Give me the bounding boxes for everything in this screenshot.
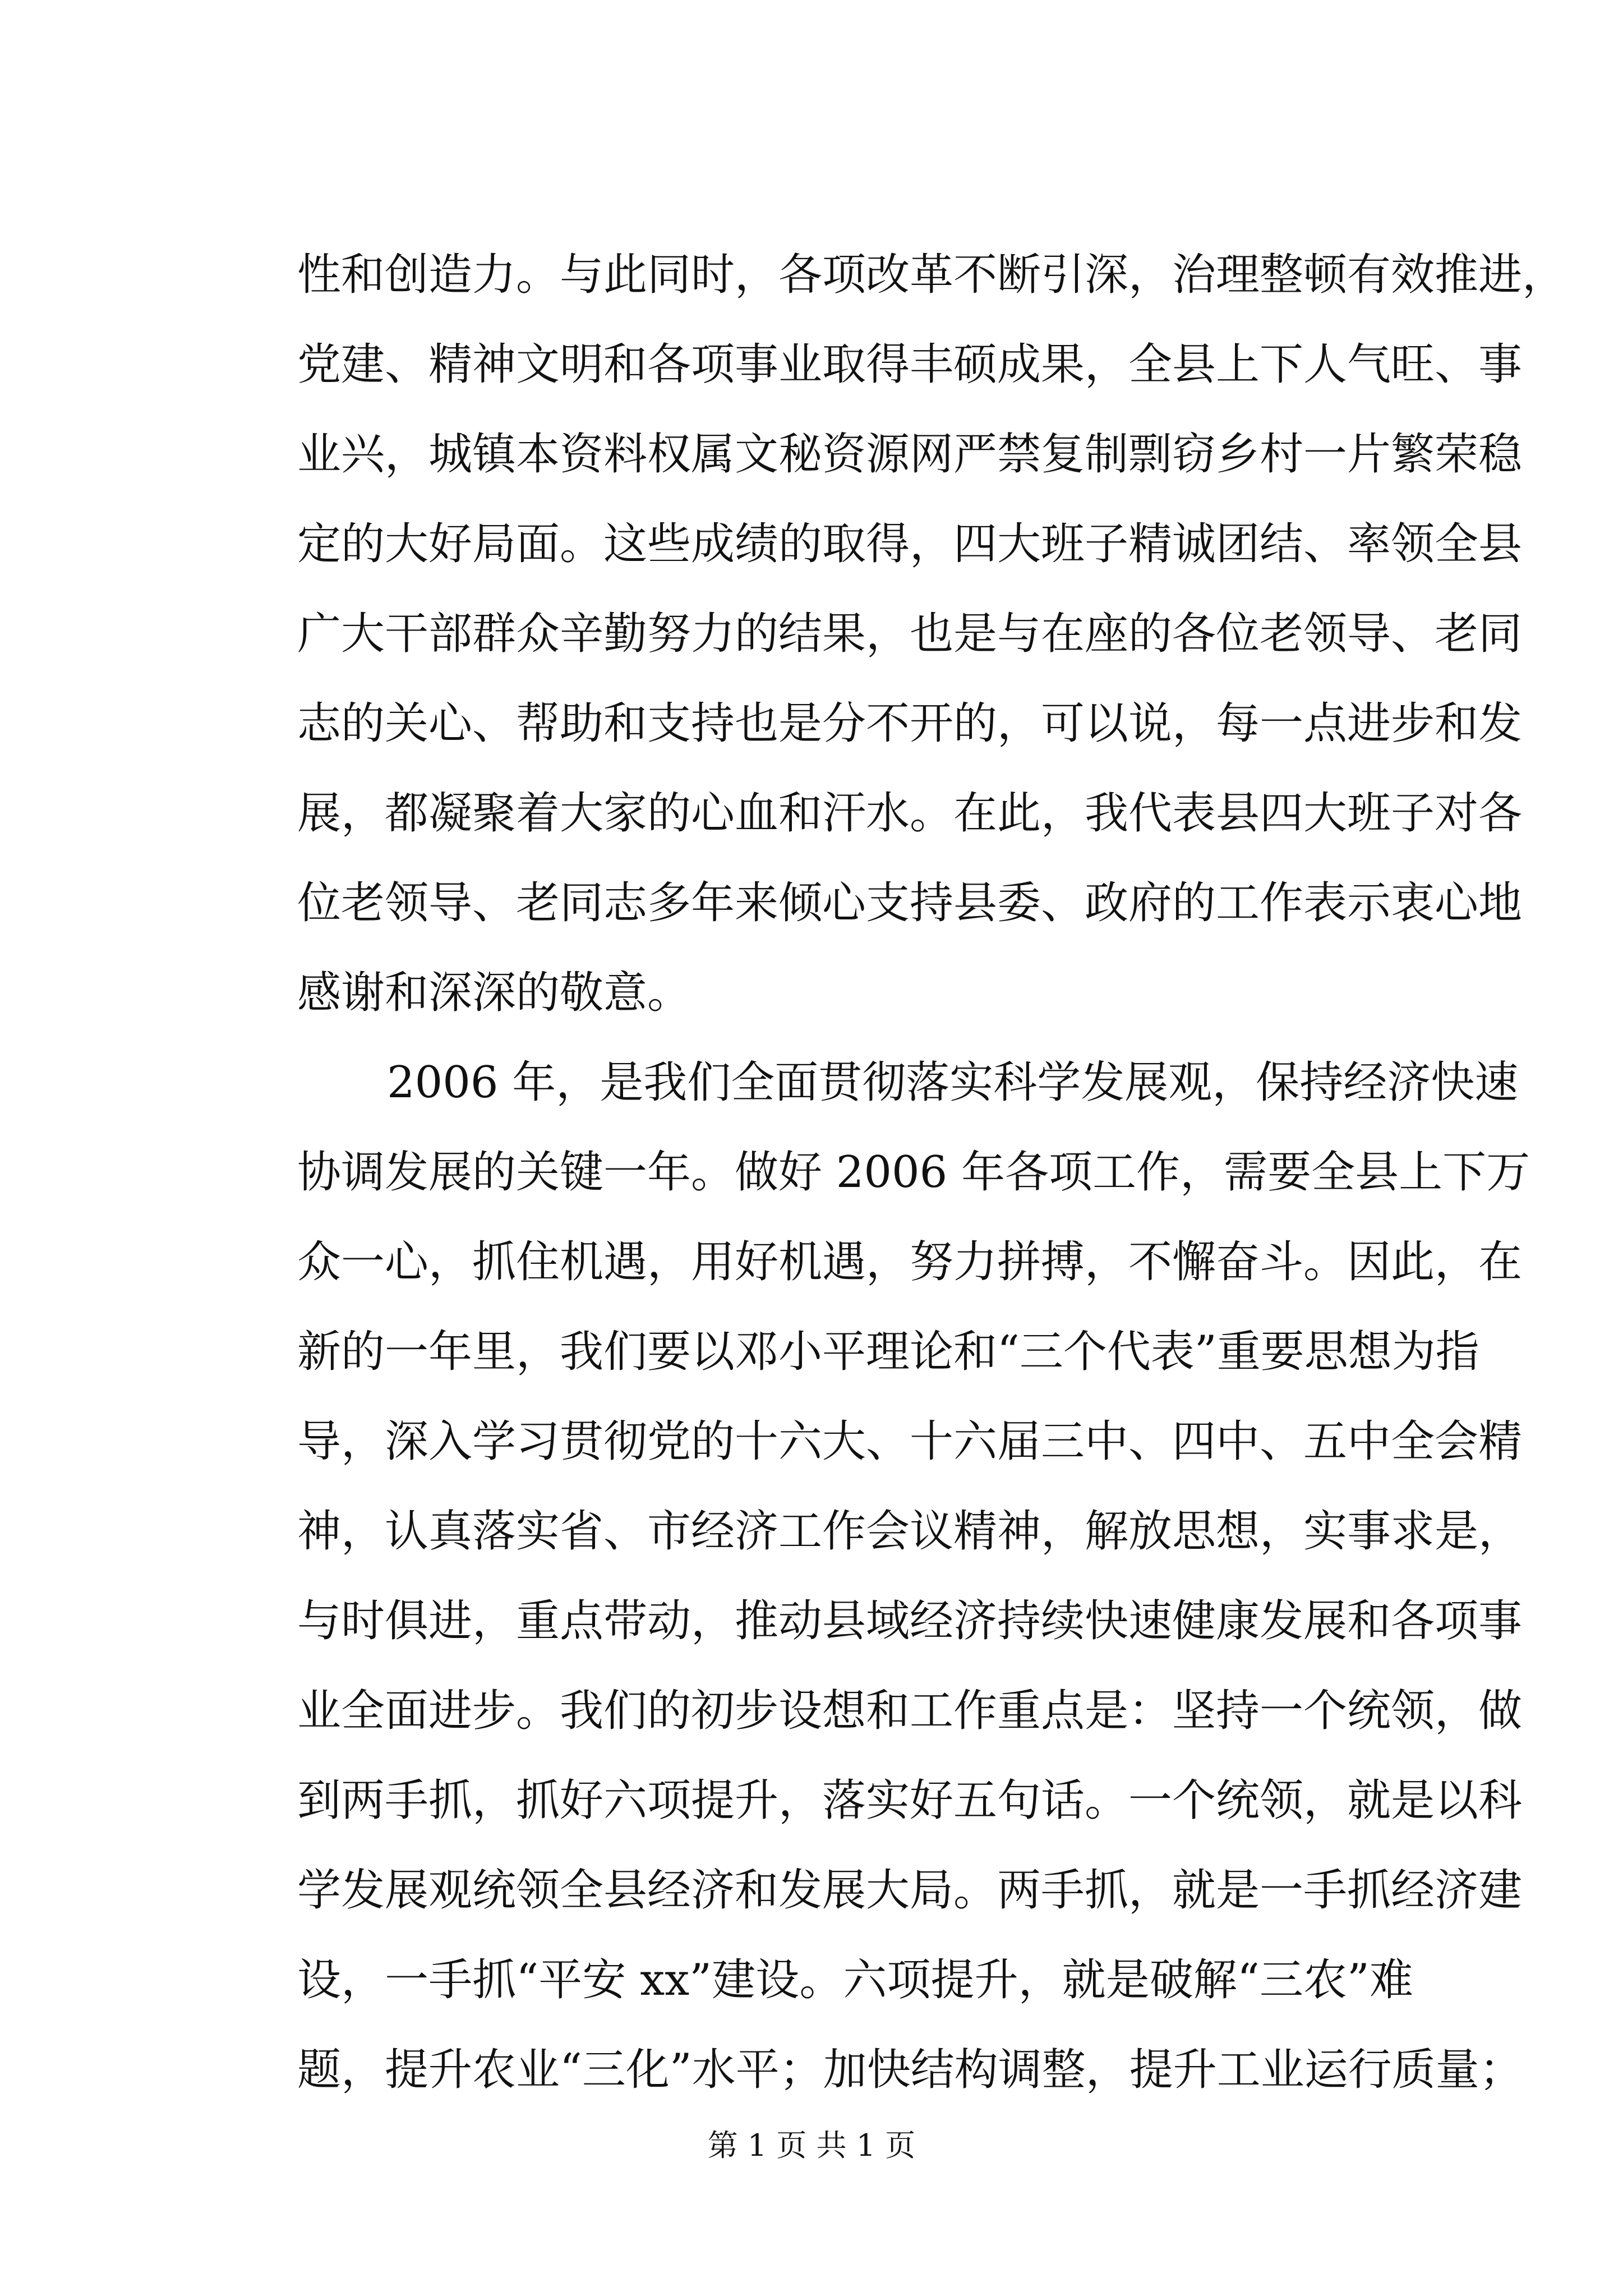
text-line: 党建、精神文明和各项事业取得丰硕成果，全县上下人气旺、事 xyxy=(297,339,1523,390)
text-line: 定的大好局面。这些成绩的取得，四大班子精诚团结、率领全县 xyxy=(297,519,1523,569)
text-line: 位老领导、老同志多年来倾心支持县委、政府的工作表示衷心地 xyxy=(297,878,1523,928)
text-line: 广大干部群众辛勤努力的结果，也是与在座的各位老领导、老同 xyxy=(297,609,1523,659)
text-line: 众一心，抓住机遇，用好机遇，努力拼搏，不懈奋斗。因此，在 xyxy=(297,1237,1523,1287)
text-line: 新的一年里，我们要以邓小平理论和“三个代表”重要思想为指 xyxy=(297,1327,1479,1377)
text-line: 性和创造力。与此同时，各项改革不断引深，治理整顿有效推进， xyxy=(297,250,1566,300)
text-line: 与时俱进，重点带动，推动县域经济持续快速健康发展和各项事 xyxy=(297,1596,1523,1646)
text-line: 神，认真落实省、市经济工作会议精神，解放思想，实事求是， xyxy=(297,1506,1523,1557)
text-line: 题，提升农业“三化”水平；加快结构调整，提升工业运行质量； xyxy=(297,2045,1523,2095)
text-line: 设，一手抓“平安 xx”建设。六项提升，就是破解“三农”难 xyxy=(297,1955,1413,2005)
page-footer: 第 1 页 共 1 页 xyxy=(707,2128,916,2163)
text-line: 协调发展的关键一年。做好 2006 年各项工作，需要全县上下万 xyxy=(297,1147,1530,1198)
text-line: 业兴，城镇本资料权属文秘资源网严禁复制剽窃乡村一片繁荣稳 xyxy=(297,429,1523,480)
text-line: 业全面进步。我们的初步设想和工作重点是：坚持一个统领，做 xyxy=(297,1686,1523,1736)
text-line: 导，深入学习贯彻党的十六大、十六届三中、四中、五中全会精 xyxy=(297,1416,1523,1467)
text-line: 到两手抓，抓好六项提升，落实好五句话。一个统领，就是以科 xyxy=(297,1775,1523,1826)
text-line: 志的关心、帮助和支持也是分不开的，可以说，每一点进步和发 xyxy=(297,698,1523,749)
text-line: 学发展观统领全县经济和发展大局。两手抓，就是一手抓经济建 xyxy=(297,1865,1523,1916)
text-line: 展，都凝聚着大家的心血和汗水。在此，我代表县四大班子对各 xyxy=(297,788,1523,839)
text-line: 感谢和深深的敬意。 xyxy=(297,968,691,1018)
text-line: 2006 年，是我们全面贯彻落实科学发展观，保持经济快速 xyxy=(387,1057,1519,1108)
